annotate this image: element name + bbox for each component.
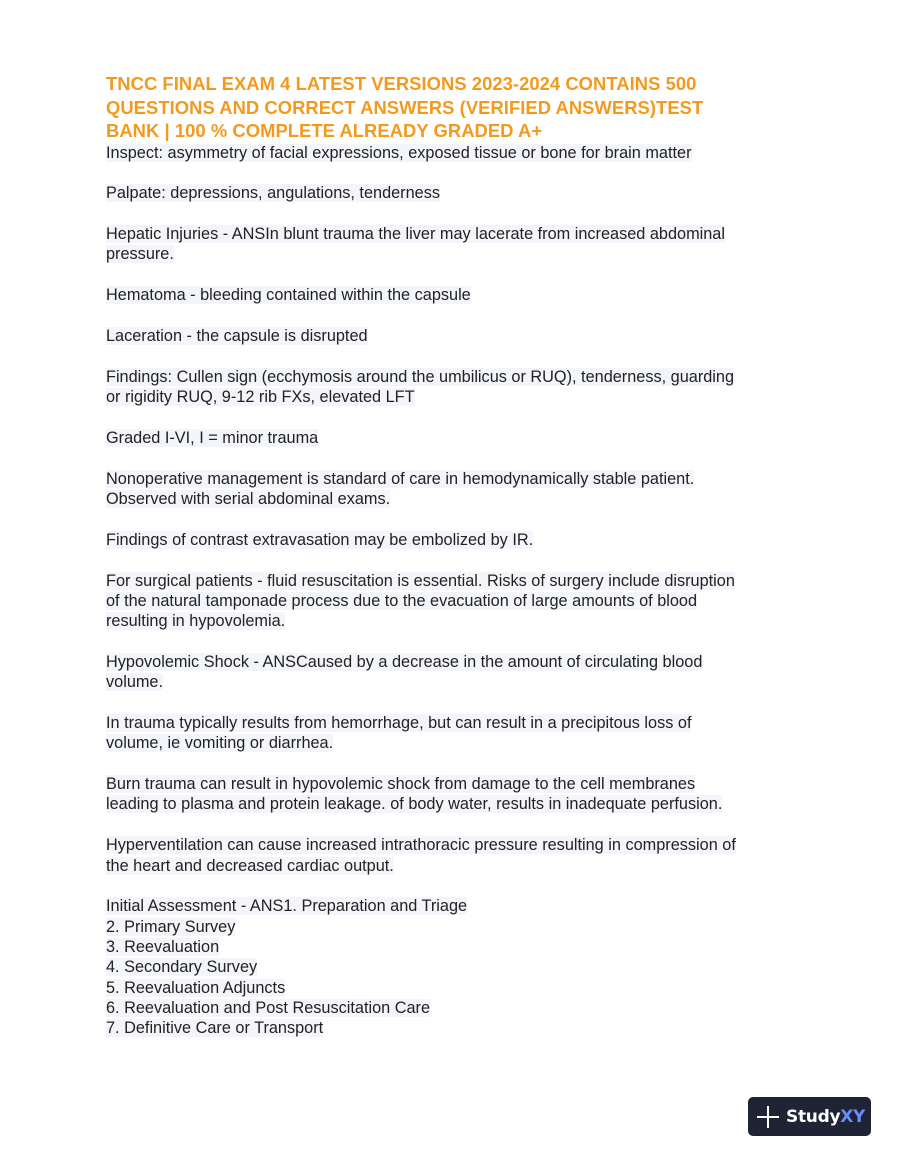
title-line: BANK | 100 % COMPLETE ALREADY GRADED A+ <box>106 120 543 141</box>
list-item-text: 5. Reevaluation Adjuncts <box>106 978 286 997</box>
studyxy-badge[interactable] <box>748 1097 871 1136</box>
text-line: Nonoperative management is standard of care in hemodynamically stable patient. <box>106 469 695 488</box>
text-line: Inspect: asymmetry of facial expressions, exposed tissue or bone for brain matter <box>106 143 692 162</box>
plus-icon <box>757 1106 779 1128</box>
text-line: Laceration - the capsule is disrupted <box>106 326 368 345</box>
paragraph <box>106 183 806 203</box>
text-line: resulting in hypovolemia. <box>106 612 286 631</box>
title-line: QUESTIONS AND CORRECT ANSWERS (VERIFIED ANSWERS)TEST <box>106 96 704 118</box>
text-line: pressure. <box>106 245 174 264</box>
list-item-text: 2. Primary Survey <box>106 917 236 936</box>
list-item <box>106 1018 806 1038</box>
text-line: Findings of contrast extravasation may be embolized by IR. <box>106 530 534 549</box>
text-line: Graded I-VI, I = minor trauma <box>106 428 319 447</box>
text-line: For surgical patients - fluid resuscitation is essential. Risks of surgery include disruption <box>106 571 735 590</box>
text-line: of the natural tamponade process due to the evacuation of large amounts of blood <box>106 591 698 610</box>
paragraph <box>106 774 806 815</box>
text-line: Hematoma - bleeding contained within the capsule <box>106 286 471 305</box>
brand-suffix: XY <box>840 1106 866 1127</box>
paragraph <box>106 326 806 346</box>
list-item-text: 6. Reevaluation and Post Resuscitation Care <box>106 998 431 1017</box>
paragraph <box>106 143 806 163</box>
paragraph <box>106 285 806 305</box>
text-line: the heart and decreased cardiac output. <box>106 856 394 875</box>
paragraph <box>106 713 806 754</box>
paragraph <box>106 224 806 265</box>
paragraph <box>106 367 806 408</box>
paragraph <box>106 530 806 550</box>
paragraph <box>106 835 806 876</box>
list-item <box>106 917 806 937</box>
list-item-text: 3. Reevaluation <box>106 937 220 956</box>
text-line: leading to plasma and protein leakage. of body water, results in inadequate perfusion. <box>106 795 723 814</box>
paragraph <box>106 571 806 632</box>
assessment-steps-list <box>106 896 806 1038</box>
list-item <box>106 896 806 916</box>
list-item <box>106 937 806 957</box>
list-item <box>106 957 806 977</box>
text-line: Findings: Cullen sign (ecchymosis around the umbilicus or RUQ), tenderness, guarding <box>106 367 735 386</box>
document-title <box>106 72 806 143</box>
text-line: Hyperventilation can cause increased intrathoracic pressure resulting in compression of <box>106 836 736 855</box>
text-line: Burn trauma can result in hypovolemic shock from damage to the cell membranes <box>106 775 696 794</box>
paragraph <box>106 428 806 448</box>
text-line: Hepatic Injuries - ANSIn blunt trauma the liver may lacerate from increased abdominal <box>106 225 725 244</box>
paragraph <box>106 652 806 693</box>
text-line: Observed with serial abdominal exams. <box>106 489 391 508</box>
list-item <box>106 998 806 1018</box>
paragraph <box>106 469 806 510</box>
list-item-text: 7. Definitive Care or Transport <box>106 1019 324 1038</box>
text-line: Hypovolemic Shock - ANSCaused by a decrease in the amount of circulating blood <box>106 652 703 671</box>
brand-prefix: Study <box>786 1106 841 1127</box>
list-item-text: 4. Secondary Survey <box>106 958 258 977</box>
list-item <box>106 978 806 998</box>
document-body <box>106 143 806 1039</box>
text-line: Palpate: depressions, angulations, tenderness <box>106 184 440 203</box>
text-line: volume, ie vomiting or diarrhea. <box>106 734 334 753</box>
list-item-text: Initial Assessment - ANS1. Preparation and Triage <box>106 897 468 916</box>
brand-name <box>786 1107 865 1127</box>
title-line: TNCC FINAL EXAM 4 LATEST VERSIONS 2023-2024 CONTAINS 500 <box>106 73 697 94</box>
text-line: or rigidity RUQ, 9-12 rib FXs, elevated LFT <box>106 388 415 407</box>
text-line: In trauma typically results from hemorrhage, but can result in a precipitous loss of <box>106 714 692 733</box>
text-line: volume. <box>106 673 164 692</box>
document-page <box>106 72 806 1038</box>
